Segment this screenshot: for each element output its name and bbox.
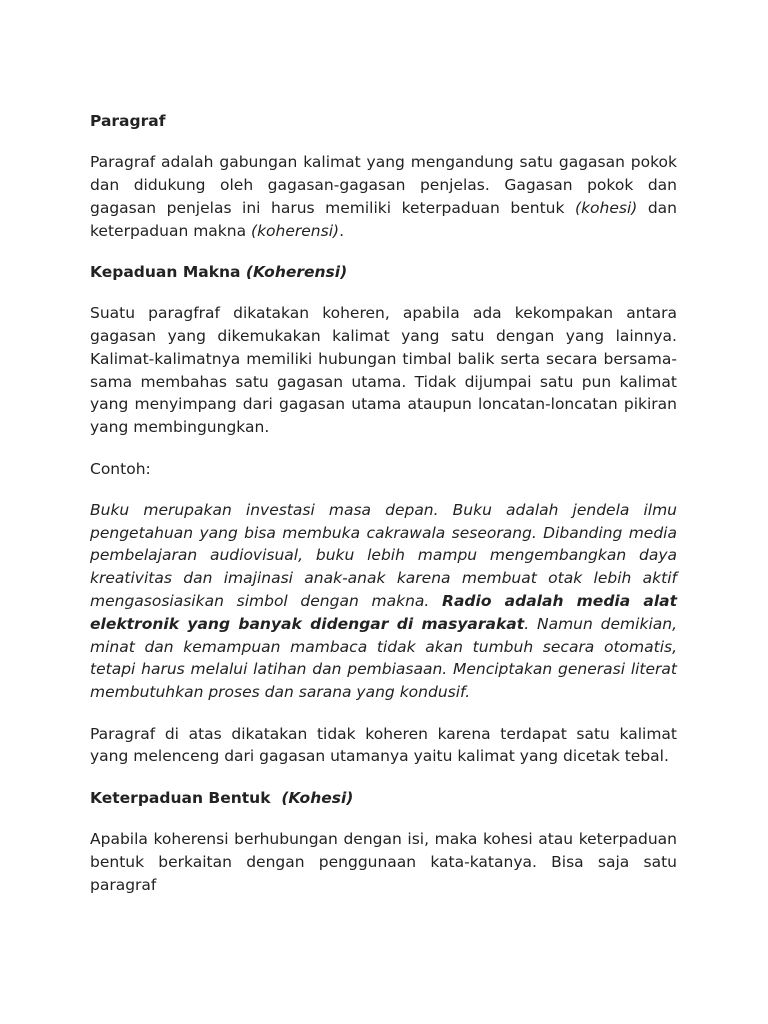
- heading-koherensi: [90, 261, 677, 284]
- intro-koherensi-term: (koherensi): [251, 221, 340, 240]
- intro-text-1: Paragraf adalah gabungan kalimat yang mengandung satu gagasan pokok dan didukung oleh gagasan-gagasan penjelas. Gagasan pokok dan gagasan penjelas ini harus memiliki keterpaduan bentuk: [90, 153, 677, 217]
- example-text-1: Buku merupakan investasi masa depan. Buku adalah jendela ilmu pengetahuan yang bisa membuka cakrawala seseorang. Dibanding media pembelajaran audiovisual, buku lebih mampu mengembangkan daya kreativitas dan imajinasi anak-anak karena membuat otak lebih aktif mengasosiasikan simbol dengan makna.: [90, 500, 677, 611]
- heading-kohesi-text: Keterpaduan Bentuk: [90, 788, 282, 807]
- heading-koherensi-text: Kepaduan Makna: [90, 262, 246, 281]
- heading-koherensi-italic: (Koherensi): [245, 262, 348, 281]
- heading-paragraf: Paragraf: [90, 112, 166, 130]
- example-paragraph: [90, 499, 677, 704]
- heading-kohesi: [90, 787, 677, 810]
- intro-period: .: [339, 221, 344, 240]
- example-bold-sentence: Radio adalah media alat elektronik yang banyak didengar di masyarakat: [90, 592, 677, 633]
- example-text-2: . Namun demikian, minat dan kemampuan mambaca tidak akan tumbuh secara otomatis, tetapi harus melalui latihan dan pembiasaan. Menciptakan generasi literat membutuhkan proses dan sarana yang kondusif.: [90, 614, 677, 702]
- heading-kohesi-italic: (Kohesi): [281, 788, 354, 807]
- intro-text-2: dan keterpaduan makna: [90, 198, 678, 240]
- explanation-paragraph: Paragraf di atas dikatakan tidak koheren karena terdapat satu kalimat yang melenceng dari gagasan utamanya yaitu kalimat yang dicetak tebal.: [90, 724, 677, 766]
- intro-paragraph: [90, 151, 677, 242]
- document-page: [90, 110, 677, 915]
- kohesi-paragraph: Apabila koherensi berhubungan dengan isi, maka kohesi atau keterpaduan bentuk berkaitan dengan penggunaan kata-katanya. Bisa saja satu paragraf: [90, 829, 677, 894]
- contoh-label: Contoh:: [90, 459, 151, 478]
- koherensi-paragraph: Suatu paragfraf dikatakan koheren, apabila ada kekompakan antara gagasan yang dikemukakan kalimat yang satu dengan yang lainnya. Kalimat-kalimatnya memiliki hubungan timbal balik serta secara bersama-sama membahas satu gagasan utama. Tidak dijumpai satu pun kalimat yang menyimpang dari gagasan utama ataupun loncatan-loncatan pikiran yang membingungkan.: [90, 304, 677, 437]
- intro-kohesi-term: (kohesi): [575, 198, 638, 217]
